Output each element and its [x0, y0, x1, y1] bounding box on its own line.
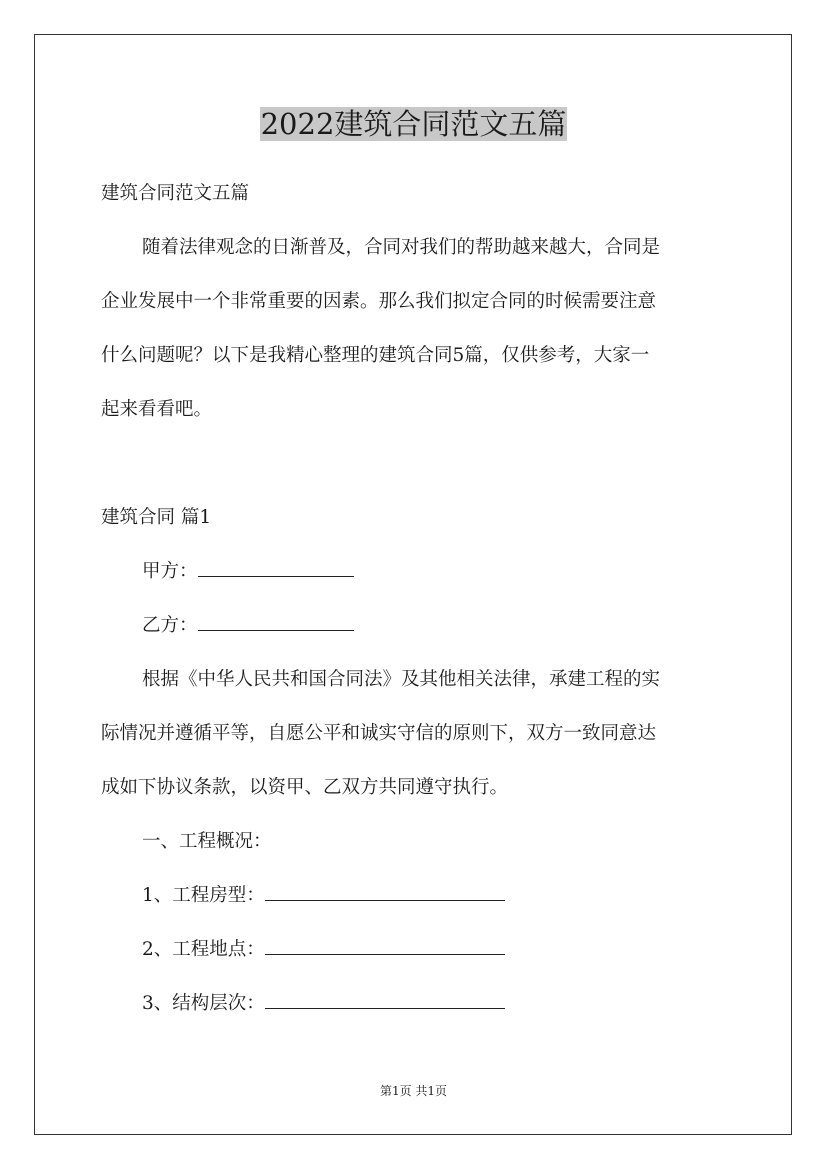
item-label-3: 3、结构层次：: [142, 993, 265, 1014]
item-label-1: 1、工程房型：: [142, 885, 265, 906]
party-a-label: 甲方：: [142, 561, 198, 582]
item-label-2: 2、工程地点：: [142, 939, 265, 960]
item-blank-3: [265, 991, 505, 1009]
intro-line-2: 企业发展中一个非常重要的因素。那么我们拟定合同的时候需要注意: [101, 291, 657, 312]
party-a-line: [142, 559, 354, 585]
intro-line-4: 起来看看吧。: [101, 399, 213, 420]
page-footer: 第1页 共1页: [379, 1084, 448, 1098]
item-line-3: [142, 991, 505, 1017]
party-b-line: [142, 613, 354, 639]
item-line-1: [142, 883, 505, 909]
document-title-text: 2022建筑合同范文五篇: [260, 107, 567, 141]
intro-line-1: 随着法律观念的日渐普及，合同对我们的帮助越来越大，合同是: [142, 237, 661, 258]
party-b-blank: [198, 613, 354, 631]
basis-line-3: 成如下协议条款，以资甲、乙双方共同遵守执行。: [101, 777, 509, 798]
basis-line-2: 际情况并遵循平等，自愿公平和诚实守信的原则下，双方一致同意达: [101, 723, 657, 744]
basis-line-1: 根据《中华人民共和国合同法》及其他相关法律，承建工程的实: [142, 669, 661, 690]
document-subtitle: 建筑合同范文五篇: [101, 183, 250, 204]
section-heading: 建筑合同 篇1: [101, 507, 212, 528]
party-b-label: 乙方：: [142, 615, 198, 636]
intro-line-3: 什么问题呢？以下是我精心整理的建筑合同5篇，仅供参考，大家一: [101, 345, 650, 366]
item-blank-2: [265, 937, 505, 955]
clause-1-heading: 一、工程概况：: [142, 831, 272, 852]
item-line-2: [142, 937, 505, 963]
document-title: [0, 104, 827, 144]
party-a-blank: [198, 559, 354, 577]
item-blank-1: [265, 883, 505, 901]
